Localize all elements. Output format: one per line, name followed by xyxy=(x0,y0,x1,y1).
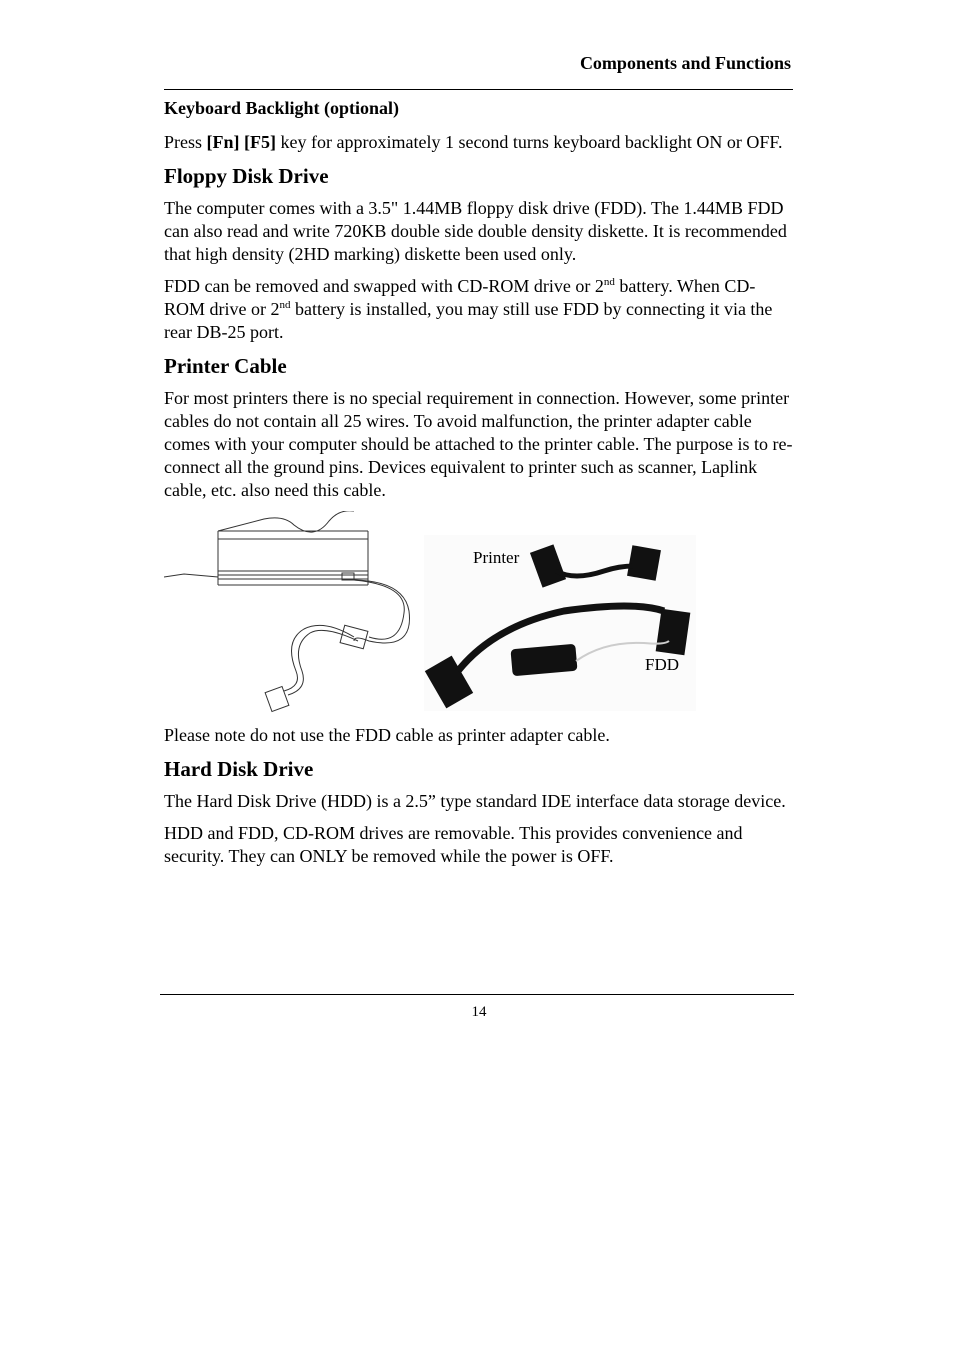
page-content xyxy=(164,97,794,877)
page-number: 14 xyxy=(471,1004,487,1020)
fdd-p2-superscript-2: nd xyxy=(279,299,291,311)
fdd-p2-superscript-1: nd xyxy=(603,276,615,288)
heading-hard-disk-drive: Hard Disk Drive xyxy=(164,757,314,781)
running-header: Components and Functions xyxy=(579,53,791,73)
backlight-keys: [Fn] [F5] xyxy=(206,132,276,152)
backlight-text-b: key for approximately 1 second turns keyboard backlight ON or OFF. xyxy=(276,132,783,152)
footer-rule xyxy=(160,994,794,995)
fdd-p2-text-c: battery is installed, you may still use FDD by connecting it via the rear DB-25 port. xyxy=(164,299,773,342)
heading-floppy-disk-drive: Floppy Disk Drive xyxy=(164,164,329,188)
fdd-paragraph-2 xyxy=(164,275,794,344)
fdd-p2-text-b: battery. When CD-ROM drive or 2 xyxy=(164,276,756,319)
header-rule xyxy=(164,89,793,90)
figure-label-fdd: FDD xyxy=(645,655,680,674)
heading-keyboard-backlight: Keyboard Backlight (optional) xyxy=(164,98,400,118)
figure-label-printer: Printer xyxy=(473,548,520,567)
fdd-p2-text-a: FDD can be removed and swapped with CD-ROM drive or 2 xyxy=(164,276,604,296)
hdd-paragraph-1: The Hard Disk Drive (HDD) is a 2.5” type standard IDE interface data storage device. xyxy=(164,791,786,811)
cable-illustration xyxy=(164,511,794,716)
hdd-paragraph-2: HDD and FDD, CD-ROM drives are removable. This provides convenience and security. They can ONLY be removed while the power is OFF. xyxy=(164,823,743,866)
printer-paragraph: For most printers there is no special requirement in connection. However, some printer cables do not contain all 25 wires. To avoid malfunction, the printer adapter cable comes with your computer should be attached to the printer cable. The purpose is to re-connect all the ground pins. Devices equivalent to printer such as scanner, Laplink cable, etc. also need this cable. xyxy=(164,388,793,500)
cable-figure xyxy=(164,511,794,716)
backlight-text-a: Press xyxy=(164,132,207,152)
heading-printer-cable: Printer Cable xyxy=(164,354,287,378)
fdd-paragraph-1: The computer comes with a 3.5" 1.44MB floppy disk drive (FDD). The 1.44MB FDD can also read and write 720KB double side double density diskette. It is recommended that high density (2HD marking) diskette been used only. xyxy=(164,198,787,264)
printer-note: Please note do not use the FDD cable as printer adapter cable. xyxy=(164,725,610,745)
backlight-paragraph xyxy=(164,131,794,154)
